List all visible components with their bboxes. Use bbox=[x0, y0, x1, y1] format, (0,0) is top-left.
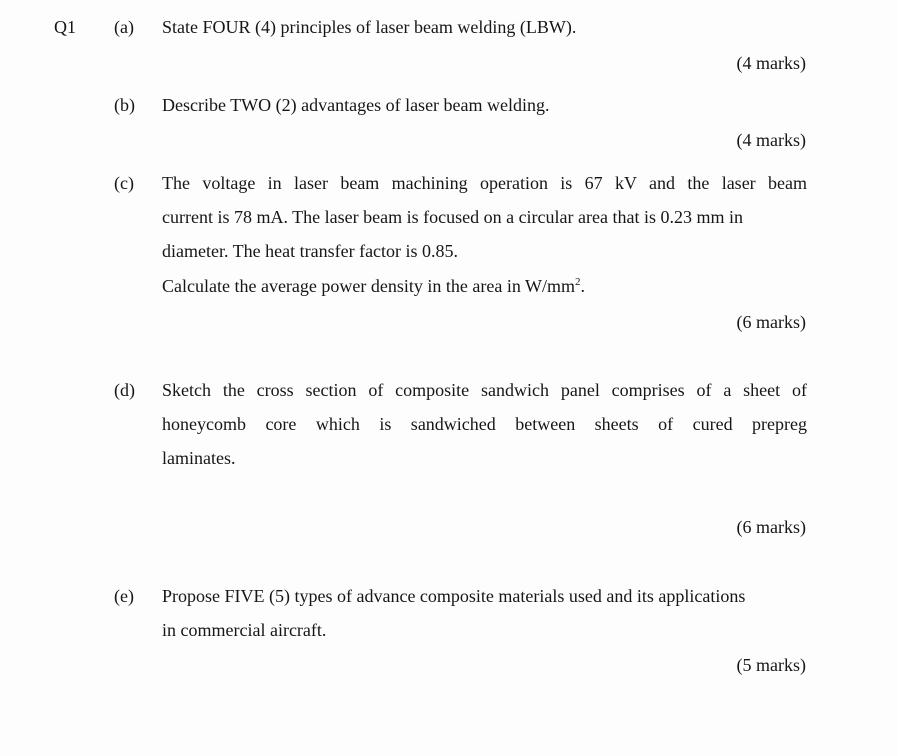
part-e-label: (e) bbox=[114, 586, 134, 606]
part-e-line-2: in commercial aircraft. bbox=[162, 620, 327, 640]
part-d-text bbox=[162, 378, 807, 402]
part-c-line-2: current is 78 mA. The laser beam is focused on a circular area that is 0.23 mm in bbox=[162, 207, 743, 227]
part-d-marks: (6 marks) bbox=[736, 517, 806, 537]
part-b-label: (b) bbox=[114, 95, 135, 115]
part-a-marks: (4 marks) bbox=[736, 53, 806, 73]
part-c-calc-text: Calculate the average power density in the area in W/mm bbox=[162, 276, 576, 296]
part-d-text-2 bbox=[162, 412, 807, 436]
part-b-text: Describe TWO (2) advantages of laser beam welding. bbox=[162, 95, 550, 115]
part-c-text bbox=[162, 171, 807, 195]
part-d-line-2: honeycomb core which is sandwiched between sheets of cured prepreg bbox=[162, 414, 807, 434]
question-number: Q1 bbox=[54, 17, 76, 37]
part-c-calculate bbox=[162, 274, 585, 298]
part-c-marks: (6 marks) bbox=[736, 312, 806, 332]
part-d-label: (d) bbox=[114, 380, 135, 400]
part-c-calc-superscript: 2 bbox=[575, 276, 581, 288]
part-a-label: (a) bbox=[114, 17, 134, 37]
part-b-marks: (4 marks) bbox=[736, 130, 806, 150]
part-e-marks: (5 marks) bbox=[736, 655, 806, 675]
part-e-line-1: Propose FIVE (5) types of advance composite materials used and its applications bbox=[162, 586, 746, 606]
part-c-line-1: The voltage in laser beam machining operation is 67 kV and the laser beam bbox=[162, 173, 807, 193]
part-c-calc-end: . bbox=[580, 276, 586, 296]
part-a-text: State FOUR (4) principles of laser beam welding (LBW). bbox=[162, 17, 577, 37]
part-d-line-3: laminates. bbox=[162, 448, 236, 468]
part-d-line-1: Sketch the cross section of composite sandwich panel comprises of a sheet of bbox=[162, 380, 807, 400]
part-c-line-3: diameter. The heat transfer factor is 0.85. bbox=[162, 241, 459, 261]
part-c-label: (c) bbox=[114, 173, 134, 193]
